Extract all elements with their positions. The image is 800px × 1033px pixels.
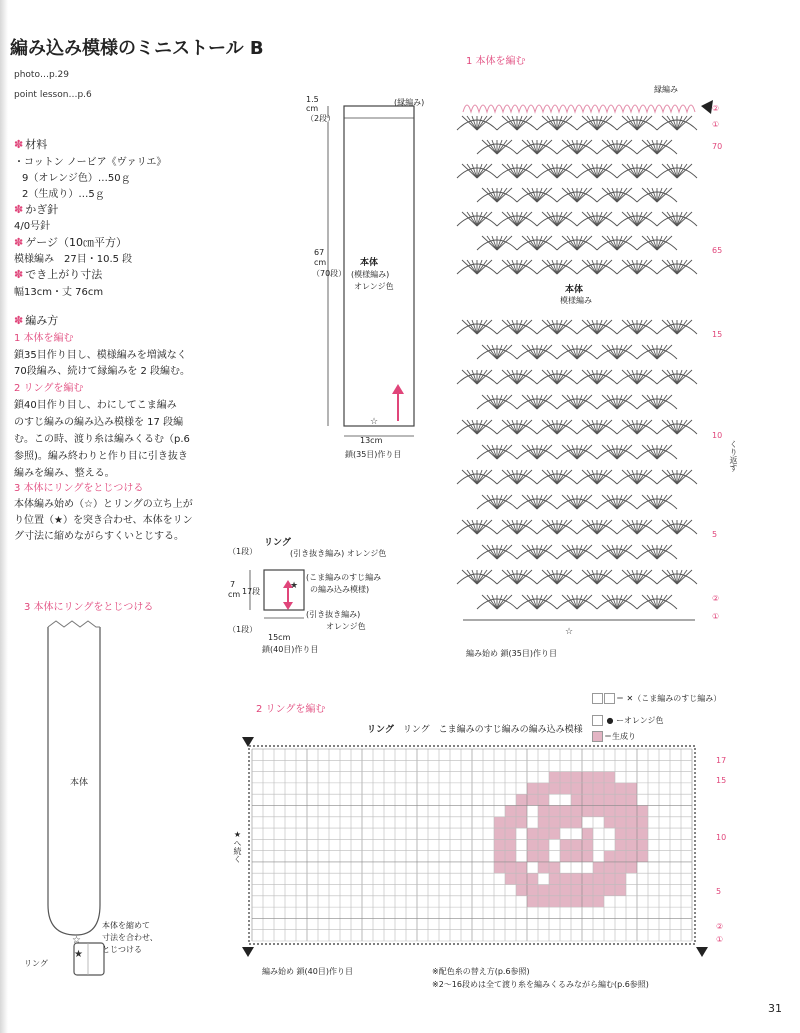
body-color: オレンジ色 [354, 282, 394, 291]
body-top-unit: cm [306, 104, 319, 113]
method-step1-title: 1 本体を編む [14, 333, 74, 344]
chart1-row-label: ① [712, 120, 720, 129]
method-text: 70段編み、続けて縁編みを 2 段編む。 [14, 366, 191, 377]
asterisk-icon: ✽ [14, 138, 24, 151]
body-top-dim: 1.5 [306, 95, 319, 104]
chart2-start: 編み始め 鎖(40目)作り目 [262, 967, 353, 976]
photo-ref: photo…p.29 [14, 70, 69, 80]
lesson-ref: point lesson…p.6 [14, 90, 92, 100]
chart2-row-label: 10 [716, 833, 727, 842]
method-step2-title: 2 リングを編む [14, 383, 84, 394]
method-text: 鎖35目作り目し、模様編みを増減なく [14, 350, 187, 361]
chart2-colorwork-grid [240, 735, 710, 960]
fig3-body-label: 本体 [70, 778, 89, 788]
hook-heading: ✽ かぎ針 [14, 203, 59, 216]
svg-text:☆: ☆ [370, 417, 379, 427]
ring-row1-bottom: （1段） [228, 625, 258, 634]
ring-height-unit: cm [228, 590, 241, 599]
method-text: 編みを編み、整える。 [14, 468, 115, 479]
chart2-legend3: ＝生成り [592, 731, 636, 742]
ring-pattern: (こま編みのすじ編み [306, 573, 382, 582]
ring-width: 15cm [268, 633, 291, 642]
chart1-row-label: 15 [712, 330, 723, 339]
body-chain: 鎖(35目)作り目 [345, 450, 402, 459]
fig3-note: 寸法を合わせ、 [102, 933, 158, 942]
legend-swatch-icon [592, 693, 603, 704]
asterisk-icon: ✽ [14, 314, 24, 327]
page-number: 31 [768, 1002, 782, 1015]
size-value: 幅13cm・丈 76cm [14, 287, 104, 298]
chart1-title: 1 本体を編む [466, 56, 526, 67]
method-heading: ✽ 編み方 [14, 314, 59, 327]
ring-slip1: (引き抜き編み) オレンジ色 [290, 549, 387, 558]
svg-text:★: ★ [290, 581, 299, 591]
svg-text:★: ★ [74, 949, 83, 960]
chart2-row-label: 15 [716, 776, 727, 785]
chart1-row-label: 10 [712, 431, 723, 440]
fig3-note: とじつける [102, 945, 142, 954]
chart2-note: ※2～16段めは全て渡り糸を編みくるみながら編む(p.6参照) [432, 980, 649, 989]
materials-line: ・コットン ノービア《ヴァリエ》 [14, 157, 167, 168]
hook-value: 4/0号針 [14, 221, 51, 232]
body-label: 本体 [360, 258, 379, 268]
chart1-row-label: ② [712, 104, 720, 113]
method-text: 参照)。編み終わりと作り目に引き抜き [14, 451, 188, 462]
method-text: 本体編み始め（☆）とリングの立ち上が [14, 499, 193, 510]
body-top-rows: （2段） [306, 114, 336, 123]
chart1-sub: 模様編み [560, 296, 592, 305]
materials-heading: ✽ 材料 [14, 138, 48, 151]
legend-swatch-icon [604, 693, 615, 704]
body-length: 67 [314, 248, 325, 257]
method-step3-title: 3 本体にリングをとじつける [14, 483, 144, 494]
ring-slip2: (引き抜き編み) [306, 610, 361, 619]
chart1-repeat: くり返す [729, 440, 738, 472]
body-width: 13cm [360, 436, 383, 445]
page-gutter [0, 0, 8, 1033]
fig3-note: 本体を縮めて [102, 921, 150, 930]
ring-rows: 17段 [242, 587, 261, 596]
legend-swatch-icon [592, 715, 603, 726]
method-text: り位置（★）を突き合わせ、本体をリン [14, 515, 193, 526]
chart2-legend2: ● ーオレンジ色 [592, 715, 664, 726]
svg-text:☆: ☆ [72, 935, 81, 946]
chart2-heading: リング リング こま編みのすじ編みの編み込み模様 [367, 725, 583, 735]
body-length-unit: cm [314, 258, 327, 267]
ring-chain: 鎖(40目)作り目 [262, 645, 319, 654]
materials-line: 2（生成り）…5ｇ [22, 189, 105, 200]
page-title: 編み込み模様のミニストール B [10, 38, 264, 59]
ring-slip2-color: オレンジ色 [326, 622, 366, 631]
ring-title: リング [264, 538, 291, 548]
ring-row1-top: （1段） [228, 547, 258, 556]
chart2-row-label: ① [716, 935, 724, 944]
ring-pattern: の編み込み模様) [310, 585, 370, 594]
body-edge-label: (縁編み) [394, 98, 425, 107]
gauge-value: 模様編み 27目・10.5 段 [14, 254, 133, 265]
gauge-heading: ✽ ゲージ（10㎝平方） [14, 236, 127, 249]
asterisk-icon: ✽ [14, 268, 24, 281]
svg-text:☆: ☆ [565, 627, 574, 637]
asterisk-icon: ✽ [14, 236, 24, 249]
chart2-note: ※配色糸の替え方(p.6参照) [432, 967, 530, 976]
chart2-row-label: ② [716, 922, 724, 931]
fig3-title: 3 本体にリングをとじつける [24, 602, 154, 613]
body-pattern: (模様編み) [351, 270, 390, 279]
chart1-start: 編み始め 鎖(35目)作り目 [466, 649, 557, 658]
method-text: グ寸法に縮めながらすくいとじする。 [14, 531, 184, 542]
chart1-label: 本体 [565, 285, 584, 295]
method-text: のすじ編みの編み込み模様を 17 段編 [14, 417, 184, 428]
asterisk-icon: ✽ [14, 203, 24, 216]
body-length-rows: （70段） [312, 269, 347, 278]
materials-line: 9（オレンジ色）…50ｇ [22, 173, 131, 184]
chart2-row-label: 17 [716, 756, 727, 765]
method-text: む。この時、渡り糸は編みくるむ（p.6 [14, 434, 190, 445]
method-text: 鎖40目作り目し、わにしてこま編み [14, 400, 177, 411]
chart2-legend1: ＝ ✕（こま編みのすじ編み） [592, 693, 721, 704]
fig3-ring-label: リング [24, 959, 48, 968]
chart1-row-label: 70 [712, 142, 723, 151]
chart1-edge-label: 縁編み [654, 85, 678, 94]
chart2-title: 2 リングを編む [256, 704, 326, 715]
ring-height: 7 [230, 580, 236, 589]
chart1-row-label: ① [712, 612, 720, 621]
chart2-side-label: ★へ続く [233, 830, 242, 863]
chart1-row-label: 65 [712, 246, 723, 255]
chart1-row-label: 5 [712, 530, 718, 539]
chart1-row-label: ② [712, 594, 720, 603]
chart2-row-label: 5 [716, 887, 722, 896]
size-heading: ✽ でき上がり寸法 [14, 268, 103, 281]
